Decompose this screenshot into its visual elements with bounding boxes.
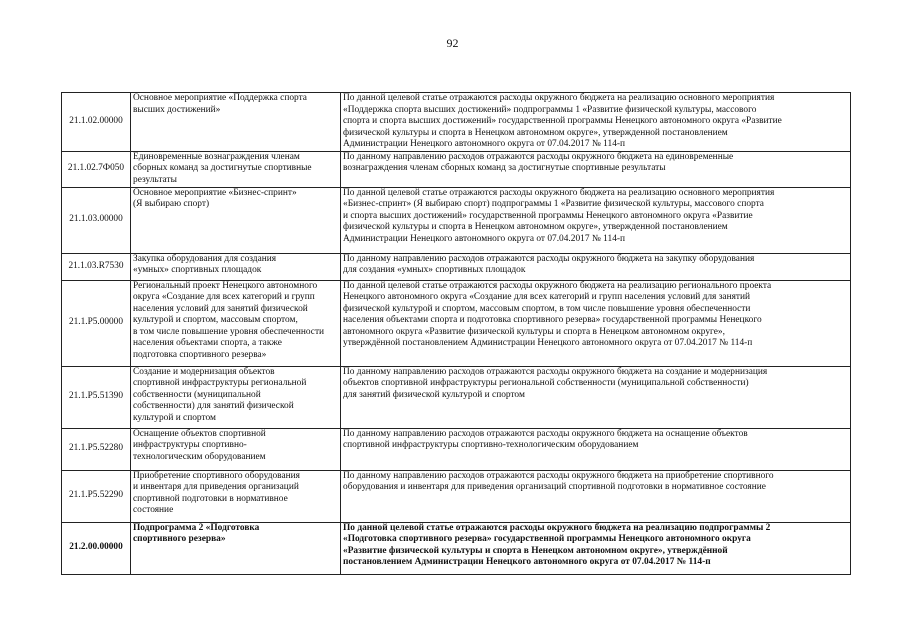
row-code: 21.1.P5.51390 [62,366,131,428]
row-description: По данному направлению расходов отражаются расходы окружного бюджета на единовременные вознаграждения членам сборных команд за достигнутые спортивные результаты [343,151,734,173]
row-name: Оснащение объектов спортивной инфраструктуры спортивно- технологическим оборудованием [133,428,266,462]
row-description: По данной целевой статье отражаются расходы окружного бюджета на реализацию основного мероприятия «Поддержка спорта высших достижений» подпрограммы 1 «Развитие физической культуры, массового спорта и спорта высших достижений» государственной программы Ненецкого автономного округа «Развитие физической культуры и спорта в Ненецком автономном округе», утвержденной постановлением Администрации Ненецкого автономного округа от 07.04.2017 № 114-п [343,93,782,149]
row-description: По данной целевой статье отражаются расходы окружного бюджета на реализацию регионального проекта Ненецкого автономного округа «Создание для всех категорий и групп населения условий для занятий физической культурой и спортом, массовым спортом, в том числе повышение уровня обеспеченности населения объектами спорта и подготовка спортивного резерва» государственной программы Ненецкого автономного округа «Развитие физической культуры и спорта в Ненецком автономном округе», утверждённой постановлением Администрации Ненецкого автономного округа от 07.04.2017 № 114-п [343,280,772,348]
row-code: 21.1.P5.52280 [62,428,131,470]
row-name: Закупка оборудования для создания «умных» спортивных площадок [133,253,277,275]
row-code: 21.1.02.00000 [62,93,131,152]
row-description: По данному направлению расходов отражаются расходы окружного бюджета на оснащение объектов спортивной инфраструктуры спортивно-технологическим оборудованием [343,428,748,450]
row-description: По данной целевой статье отражаются расходы окружного бюджета на реализацию основного мероприятия «Бизнес-спринт» (Я выбираю спорт) подпрограммы 1 «Развитие физической культуры, массового спорта и спорта высших достижений» государственной программы Ненецкого автономного округа «Развитие физической культуры и спорта в Ненецком автономном округе», утвержденной постановлением Администрации Ненецкого автономного округа от 07.04.2017 № 114-п [343,187,775,244]
row-code: 21.1.02.7Ф050 [62,151,131,187]
table-row [62,428,851,470]
row-name: Подпрограмма 2 «Подготовка спортивного резерва» [133,522,260,544]
row-description: По данному направлению расходов отражаются расходы окружного бюджета на приобретение спортивного оборудования и инвентаря для приведения организаций спортивной подготовки в нормативное состояние [343,470,774,492]
row-code: 21.1.P5.52290 [62,470,131,522]
table-row [62,253,851,280]
budget-classification-table [61,92,851,575]
row-code: 21.1.03.00000 [62,187,131,253]
table-row [62,470,851,522]
row-name: Основное мероприятие «Бизнес-спринт» (Я выбираю спорт) [133,187,297,209]
row-name: Приобретение спортивного оборудования и инвентаря для приведения организаций спортивной подготовки в нормативное состояние [133,470,300,515]
table-row [62,522,851,574]
row-name: Основное мероприятие «Поддержка спорта высших достижений» [133,93,307,115]
row-code: 21.1.03.R7530 [62,253,131,280]
table-row [62,187,851,253]
row-code: 21.1.P5.00000 [62,280,131,366]
table-row [62,366,851,428]
table-row [62,280,851,366]
row-description: По данному направлению расходов отражаются расходы окружного бюджета на закупку оборудования для создания «умных» спортивных площадок [343,253,755,275]
table-row [62,93,851,152]
row-name: Создание и модернизация объектов спортивной инфраструктуры региональной собственности (муниципальной собственности) для занятий физической культурой и спортом [133,366,307,423]
row-description: По данному направлению расходов отражаются расходы окружного бюджета на создание и модернизация объектов спортивной инфраструктуры региональной собственности (муниципальной собственности) для занятий физической культурой и спортом [343,366,768,400]
row-name: Региональный проект Ненецкого автономного округа «Создание для всех категорий и групп населения условий для занятий физической культурой и спортом, массовым спортом, в том числе повышение уровня обеспеченности населения объектами спорта, а также подготовка спортивного резерва» [133,280,325,360]
row-description: По данной целевой статье отражаются расходы окружного бюджета на реализацию подпрограммы 2 «Подготовка спортивного резерва» государственной программы Ненецкого автономного округа «Развитие физической культуры и спорта в Ненецком автономном округе», утверждённой постановлением Администрации Ненецкого автономного округа от 07.04.2017 № 114-п [343,522,771,567]
table-row [62,151,851,187]
row-code: 21.2.00.00000 [62,522,131,574]
row-name: Единовременные вознаграждения членам сборных команд за достигнутые спортивные результаты [133,151,312,185]
page-number: 92 [446,36,459,50]
